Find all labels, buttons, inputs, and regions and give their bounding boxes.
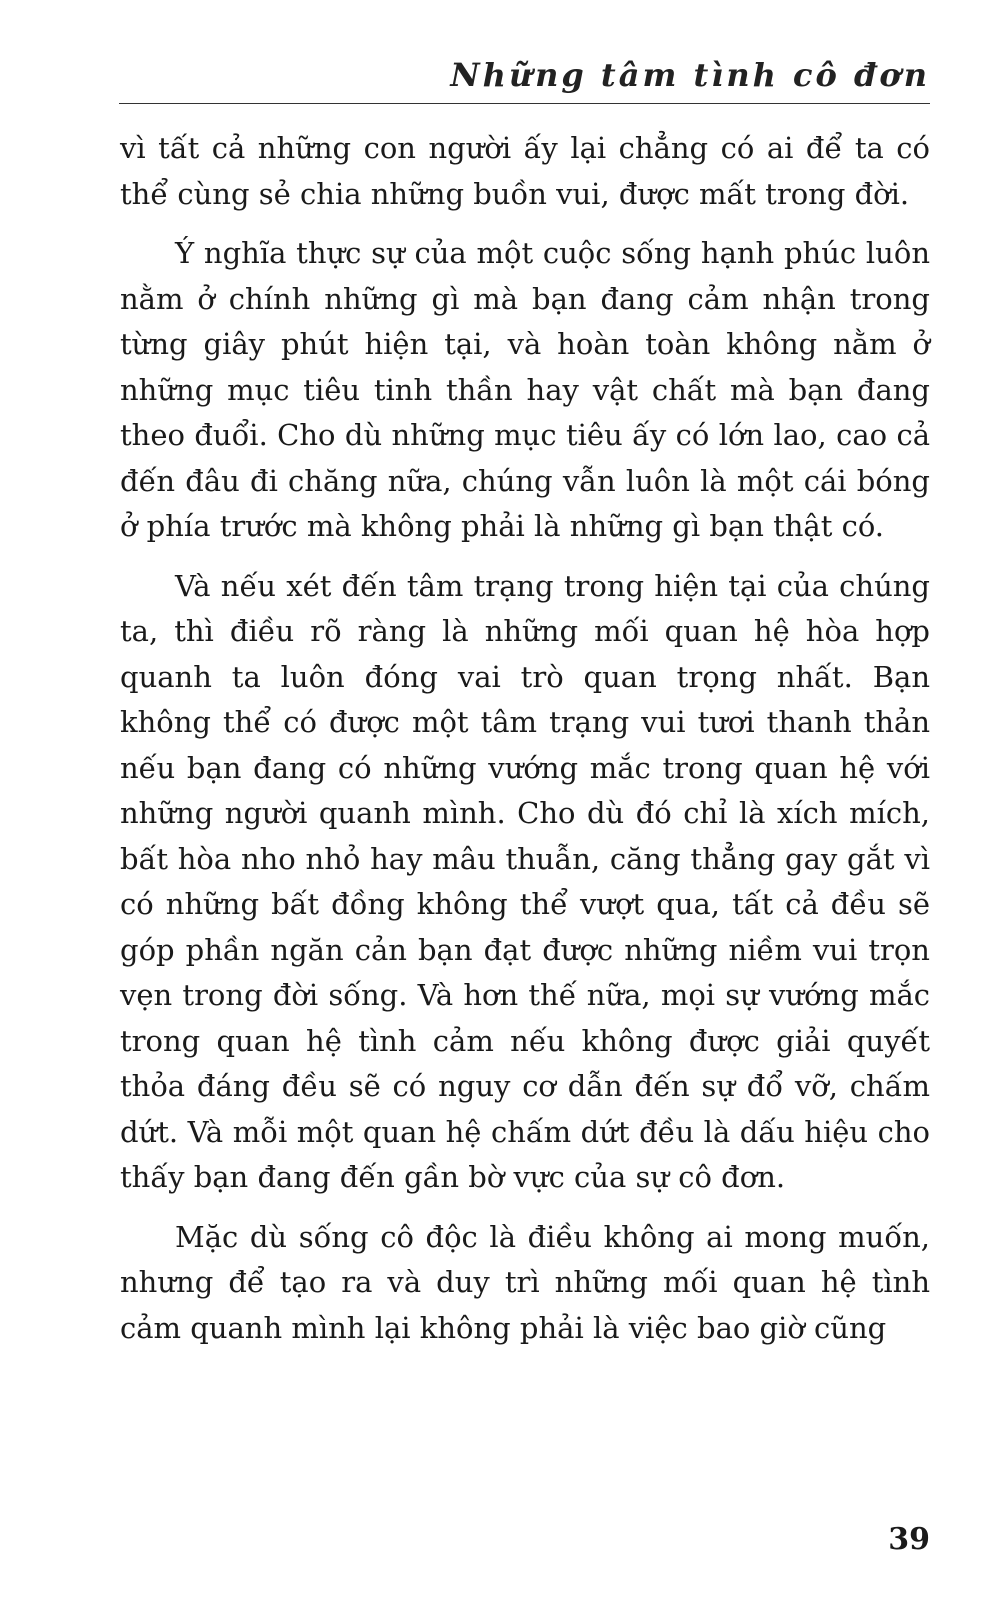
body-text [120,126,930,1365]
running-header-title: Những tâm tình cô đơn [450,56,930,94]
paragraph: Và nếu xét đến tâm trạng trong hiện tại của chúng ta, thì điều rõ ràng là những mối quan hệ hòa hợp quanh ta luôn đóng vai trò quan trọng nhất. Bạn không thể có được một tâm trạng vui tươi thanh thản nếu bạn đang có những vướng mắc trong quan hệ với những người quanh mình. Cho dù đó chỉ là xích mích, bất hòa nho nhỏ hay mâu thuẫn, căng thẳng gay gắt vì có những bất đồng không thể vượt qua, tất cả đều sẽ góp phần ngăn cản bạn đạt được những niềm vui trọn vẹn trong đời sống. Và hơn thế nữa, mọi sự vướng mắc trong quan hệ tình cảm nếu không được giải quyết thỏa đáng đều sẽ có nguy cơ dẫn đến sự đổ vỡ, chấm dứt. Và mỗi một quan hệ chấm dứt đều là dấu hiệu cho thấy bạn đang đến gần bờ vực của sự cô đơn. [120,568,930,1194]
paragraph: Ý nghĩa thực sự của một cuộc sống hạnh phúc luôn nằm ở chính những gì mà bạn đang cảm nhận trong từng giây phút hiện tại, và hoàn toàn không nằm ở những mục tiêu tinh thần hay vật chất mà bạn đang theo đuổi. Cho dù những mục tiêu ấy có lớn lao, cao cả đến đâu đi chăng nữa, chúng vẫn luôn là một cái bóng ở phía trước mà không phải là những gì bạn thật có. [120,236,930,543]
page-number: 39 [888,1522,930,1557]
paragraph-continuation: vì tất cả những con người ấy lại chẳng có ai để ta có thể cùng sẻ chia những buồn vui, được mất trong đời. [120,131,930,211]
header-rule [119,103,930,104]
running-header [119,56,930,104]
paragraph: Mặc dù sống cô độc là điều không ai mong muốn, nhưng để tạo ra và duy trì những mối quan hệ tình cảm quanh mình lại không phải là việc bao giờ cũng [120,1219,930,1345]
